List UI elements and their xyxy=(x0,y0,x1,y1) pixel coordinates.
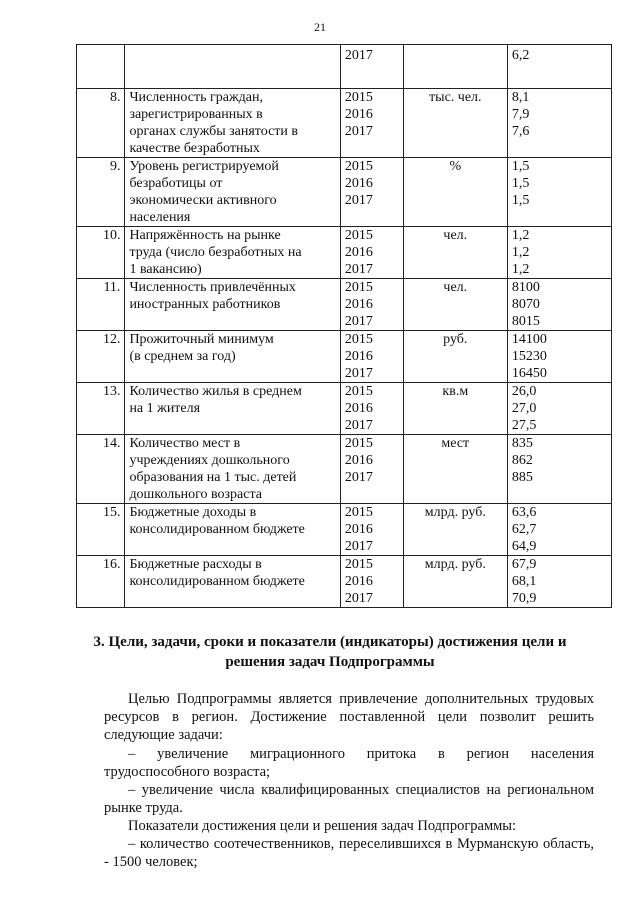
indicator-value: 1,2 xyxy=(511,228,530,243)
indicator-value: 1,2 xyxy=(511,262,530,277)
indicator-value-cell xyxy=(507,158,611,227)
unit-value: чел. xyxy=(443,228,468,243)
indicator-value: 1,5 xyxy=(511,193,530,208)
indicator-name-cell xyxy=(125,45,340,89)
year-value: 2016 xyxy=(344,176,373,191)
row-number: 16. xyxy=(102,557,121,572)
indicator-name-line: Бюджетные расходы в xyxy=(129,557,262,572)
row-number-cell xyxy=(77,383,125,435)
indicator-name-line: органах службы занятости в xyxy=(129,124,299,139)
year-cell xyxy=(340,279,403,331)
unit-cell xyxy=(403,279,507,331)
indicator-value: 1,2 xyxy=(511,245,530,260)
row-number-cell xyxy=(77,158,125,227)
indicator-name-line: на 1 жителя xyxy=(129,401,201,416)
year-value: 2016 xyxy=(344,245,373,260)
year-value: 2015 xyxy=(344,505,373,520)
indicator-name-cell xyxy=(125,279,340,331)
indicator-name-line: консолидированном бюджете xyxy=(129,522,305,537)
row-number-cell xyxy=(77,556,125,608)
paragraph-task-migration: – увеличение миграционного притока в регион населения трудоспособного возраста; xyxy=(104,746,594,780)
indicator-value: 16450 xyxy=(511,366,547,381)
year-cell xyxy=(340,556,403,608)
indicator-value: 8070 xyxy=(511,297,540,312)
indicator-value: 27,0 xyxy=(511,401,537,416)
row-number-cell xyxy=(77,331,125,383)
indicator-value: 6,2 xyxy=(511,48,530,63)
row-number: 10. xyxy=(102,228,121,243)
year-value: 2017 xyxy=(344,48,373,63)
indicator-value: 885 xyxy=(511,470,533,485)
year-value: 2016 xyxy=(344,297,373,312)
row-number-cell xyxy=(77,45,125,89)
section-heading-line-2: решения задач Подпрограммы xyxy=(225,654,435,670)
indicator-name-line: труда (число безработных на xyxy=(129,245,302,260)
indicator-name-cell xyxy=(125,556,340,608)
section-heading-line-1: 3. Цели, задачи, сроки и показатели (индикаторы) достижения цели и xyxy=(93,634,567,650)
year-value: 2015 xyxy=(344,436,373,451)
year-value: 2015 xyxy=(344,332,373,347)
unit-cell xyxy=(403,158,507,227)
year-value: 2017 xyxy=(344,366,373,381)
indicator-name-line: Напряжённость на рынке xyxy=(129,228,281,243)
table-row xyxy=(77,556,612,608)
indicator-value: 8100 xyxy=(511,280,540,295)
row-number: 15. xyxy=(102,505,121,520)
indicator-name-cell xyxy=(125,435,340,504)
year-cell xyxy=(340,504,403,556)
indicator-value: 862 xyxy=(511,453,533,468)
indicator-value: 15230 xyxy=(511,349,547,364)
paragraph-indicators-intro: Показатели достижения цели и решения задач Подпрограммы: xyxy=(128,818,517,834)
indicator-name-cell xyxy=(125,89,340,158)
indicator-value: 8015 xyxy=(511,314,540,329)
row-number: 14. xyxy=(102,436,121,451)
year-value: 2017 xyxy=(344,591,373,606)
indicator-value: 26,0 xyxy=(511,384,537,399)
indicator-name-line: Количество мест в xyxy=(129,436,241,451)
page-number: 21 xyxy=(314,20,326,34)
indicator-name-line: образования на 1 тыс. детей xyxy=(129,470,297,485)
table-row xyxy=(77,504,612,556)
paragraph-indicator-compatriots: – количество соотечественников, переселившихся в Мурманскую область, - 1500 человек; xyxy=(104,836,594,870)
indicator-name-line: зарегистрированных в xyxy=(129,107,263,122)
unit-value: руб. xyxy=(443,332,468,347)
unit-value: тыс. чел. xyxy=(429,90,482,105)
row-number: 12. xyxy=(102,332,121,347)
indicator-name-line: экономически активного xyxy=(129,193,277,208)
year-value: 2016 xyxy=(344,522,373,537)
indicator-name-cell xyxy=(125,383,340,435)
year-cell xyxy=(340,158,403,227)
row-number-cell xyxy=(77,227,125,279)
row-number-cell xyxy=(77,504,125,556)
table-row xyxy=(77,435,612,504)
row-number-cell xyxy=(77,89,125,158)
row-number: 11. xyxy=(103,280,121,295)
year-cell xyxy=(340,331,403,383)
unit-value: млрд. руб. xyxy=(424,505,486,520)
year-cell xyxy=(340,89,403,158)
unit-cell xyxy=(403,504,507,556)
indicator-value-cell xyxy=(507,89,611,158)
indicator-name-line: дошкольного возраста xyxy=(129,487,262,502)
year-value: 2017 xyxy=(344,124,373,139)
unit-cell xyxy=(403,435,507,504)
indicator-name-line: населения xyxy=(129,210,191,225)
indicator-name-cell xyxy=(125,158,340,227)
indicator-name-line: Численность привлечённых xyxy=(129,280,296,295)
indicator-value: 67,9 xyxy=(511,557,537,572)
unit-cell xyxy=(403,556,507,608)
table-row xyxy=(77,279,612,331)
unit-cell xyxy=(403,89,507,158)
indicator-name-line: качестве безработных xyxy=(129,141,260,156)
indicator-value-cell xyxy=(507,556,611,608)
indicator-value-cell xyxy=(507,331,611,383)
unit-value: мест xyxy=(441,436,470,451)
indicator-name-line: 1 вакансию) xyxy=(129,262,202,277)
table-row xyxy=(77,158,612,227)
indicator-value-cell xyxy=(507,45,611,89)
row-number-cell xyxy=(77,435,125,504)
section-heading xyxy=(60,632,600,672)
table-row xyxy=(77,227,612,279)
indicator-name-cell xyxy=(125,227,340,279)
indicator-value-cell xyxy=(507,435,611,504)
indicator-value-cell xyxy=(507,227,611,279)
indicator-name-line: Прожиточный минимум xyxy=(129,332,274,347)
year-value: 2017 xyxy=(344,314,373,329)
indicator-value: 68,1 xyxy=(511,574,537,589)
indicator-value: 63,6 xyxy=(511,505,537,520)
year-cell xyxy=(340,435,403,504)
indicator-value: 14100 xyxy=(511,332,547,347)
year-value: 2015 xyxy=(344,557,373,572)
year-value: 2017 xyxy=(344,539,373,554)
paragraph-goal: Целью Подпрограммы является привлечение дополнительных трудовых ресурсов в регион. Достижение поставленной цели позволит решить следующие задачи: xyxy=(104,691,594,743)
indicator-name-line: (в среднем за год) xyxy=(129,349,236,364)
indicator-value: 7,9 xyxy=(511,107,530,122)
year-value: 2017 xyxy=(344,193,373,208)
year-cell xyxy=(340,45,403,89)
indicator-value-cell xyxy=(507,279,611,331)
year-value: 2015 xyxy=(344,228,373,243)
indicator-value: 62,7 xyxy=(511,522,537,537)
year-value: 2015 xyxy=(344,159,373,174)
indicator-value: 27,5 xyxy=(511,418,537,433)
row-number: 13. xyxy=(102,384,121,399)
indicators-table xyxy=(76,44,612,608)
indicator-value: 8,1 xyxy=(511,90,530,105)
year-value: 2015 xyxy=(344,384,373,399)
row-number: 8. xyxy=(109,90,121,105)
year-value: 2016 xyxy=(344,107,373,122)
year-value: 2017 xyxy=(344,418,373,433)
indicator-name-line: Количество жилья в среднем xyxy=(129,384,302,399)
year-value: 2016 xyxy=(344,574,373,589)
indicator-name-line: Бюджетные доходы в xyxy=(129,505,257,520)
unit-cell xyxy=(403,45,507,89)
indicator-name-line: консолидированном бюджете xyxy=(129,574,305,589)
unit-value: кв.м xyxy=(442,384,469,399)
year-value: 2015 xyxy=(344,90,373,105)
year-value: 2016 xyxy=(344,349,373,364)
indicator-value-cell xyxy=(507,383,611,435)
unit-value: чел. xyxy=(443,280,468,295)
year-cell xyxy=(340,383,403,435)
indicator-value: 1,5 xyxy=(511,176,530,191)
table-row xyxy=(77,45,612,89)
table-row xyxy=(77,89,612,158)
indicator-value: 1,5 xyxy=(511,159,530,174)
indicator-value: 64,9 xyxy=(511,539,537,554)
table-row xyxy=(77,383,612,435)
indicator-value: 70,9 xyxy=(511,591,537,606)
indicator-value-cell xyxy=(507,504,611,556)
unit-cell xyxy=(403,227,507,279)
paragraph-task-specialists: – увеличение числа квалифицированных специалистов на региональном рынке труда. xyxy=(104,782,594,816)
year-value: 2016 xyxy=(344,453,373,468)
year-cell xyxy=(340,227,403,279)
indicator-name-line: Численность граждан, xyxy=(129,90,263,105)
indicator-value: 7,6 xyxy=(511,124,530,139)
year-value: 2015 xyxy=(344,280,373,295)
indicator-name-line: иностранных работников xyxy=(129,297,281,312)
indicator-name-cell xyxy=(125,504,340,556)
indicator-value: 835 xyxy=(511,436,533,451)
indicator-name-line: безработицы от xyxy=(129,176,223,191)
indicator-name-line: Уровень регистрируемой xyxy=(129,159,279,174)
table-row xyxy=(77,331,612,383)
unit-cell xyxy=(403,331,507,383)
unit-cell xyxy=(403,383,507,435)
year-value: 2017 xyxy=(344,262,373,277)
indicator-name-cell xyxy=(125,331,340,383)
unit-value: млрд. руб. xyxy=(424,557,486,572)
row-number-cell xyxy=(77,279,125,331)
year-value: 2016 xyxy=(344,401,373,416)
year-value: 2017 xyxy=(344,470,373,485)
indicator-name-line: учреждениях дошкольного xyxy=(129,453,290,468)
unit-value: % xyxy=(449,159,462,174)
row-number: 9. xyxy=(109,159,121,174)
